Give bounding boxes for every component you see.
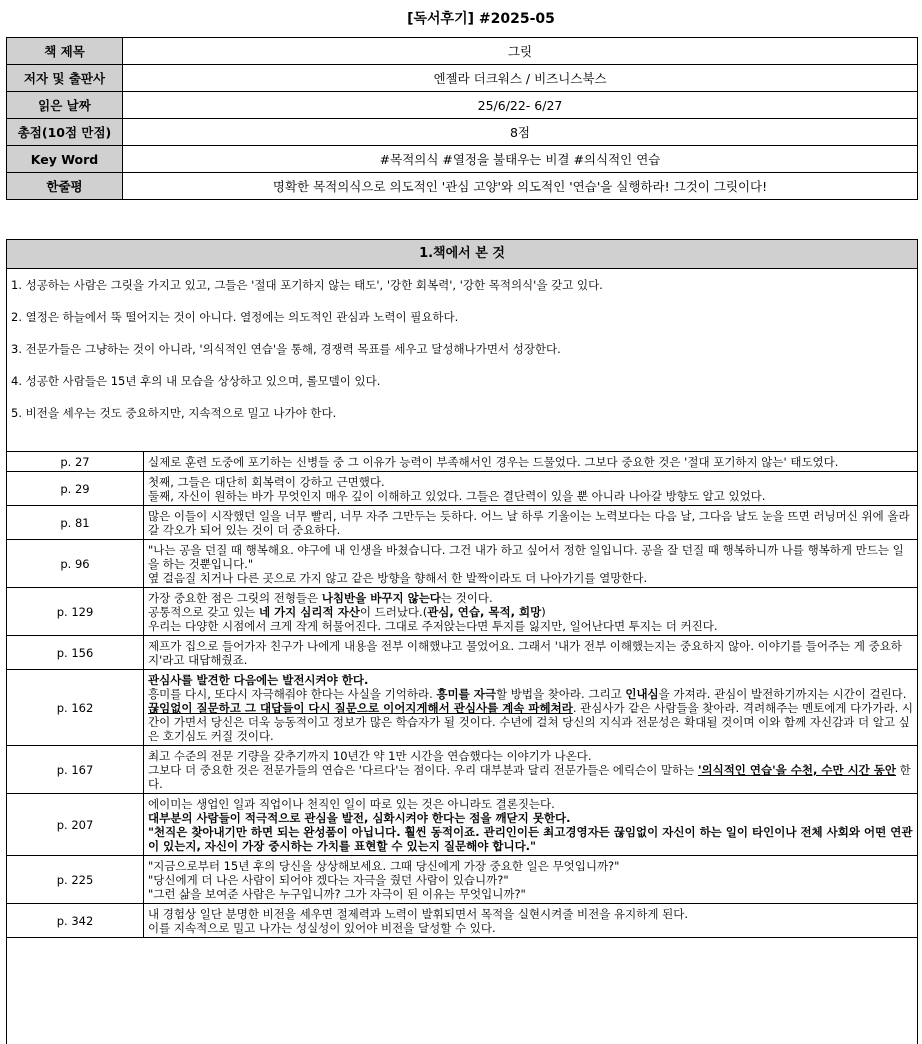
note-text-segment: "당신에게 더 나은 사람이 되어야 겠다는 자극을 줬던 사람이 있습니까?" — [148, 873, 509, 887]
note-text-segment: . 관심사가 같은 사람들을 찾아라. 격려해주는 멘토에게 다가가라. 시간이 가면서 당신은 더욱 능동적이고 정보가 많은 학습자가 될 것이다. 수년에 걸쳐 당신의 지식과 전문성은 확대될 것이며 이와 함께 자신감과 더 알고 싶은 호기심도 커질 것이다. — [148, 701, 914, 743]
meta-value-keywords: #목적의식 #열정을 불태우는 비결 #의식적인 연습 — [123, 146, 918, 173]
meta-value-score: 8점 — [123, 119, 918, 146]
note-quote — [144, 794, 918, 856]
note-quote — [144, 636, 918, 670]
note-line — [148, 687, 913, 743]
note-quote — [144, 540, 918, 588]
note-text-segment: ) — [541, 605, 546, 619]
note-row — [7, 856, 918, 904]
meta-row-score — [7, 119, 918, 146]
note-text-segment: 최고 수준의 전문 기량을 갖추기까지 10년간 약 1만 시간을 연습했다는 이야기가 나온다. — [148, 749, 592, 763]
book-info-table — [6, 37, 918, 200]
section-heading: 1.책에서 본 것 — [7, 240, 917, 269]
note-text-segment: 한다. — [148, 763, 911, 791]
note-page-number: p. 225 — [7, 856, 144, 904]
meta-value-book-title: 그릿 — [123, 38, 918, 65]
key-point: 5. 비전을 세우는 것도 중요하지만, 지속적으로 밀고 나가야 한다. — [11, 406, 337, 420]
note-quote — [144, 904, 918, 938]
note-text-segment: 는 것이다. — [440, 591, 493, 605]
note-line — [148, 455, 913, 469]
note-text-segment: 제프가 집으로 들어가자 친구가 나에게 내용을 전부 이해했냐고 물었어요. 그래서 '내가 전부 이해했는지는 중요하지 않아. 이야기를 들어주는 게 중요하지'라고 대답해줬죠. — [148, 639, 902, 667]
note-line — [148, 749, 913, 763]
note-text-segment: 할 방법을 찾아라. 그리고 — [495, 687, 626, 701]
note-row — [7, 452, 918, 472]
note-text-segment: 나침반을 바꾸지 않는다 — [321, 591, 441, 605]
note-text-segment: 흥미를 자극 — [436, 687, 496, 701]
note-line — [148, 907, 913, 921]
note-row — [7, 506, 918, 540]
note-quote — [144, 472, 918, 506]
note-text-segment: 옆 걸음질 치거나 다른 곳으로 가지 않고 같은 방향을 향해서 한 발짝이라도 더 나아가기를 열망한다. — [148, 571, 648, 585]
note-row — [7, 904, 918, 938]
note-row — [7, 472, 918, 506]
note-page-number: p. 167 — [7, 746, 144, 794]
note-line — [148, 619, 913, 633]
key-point: 1. 성공하는 사람은 그릿을 가지고 있고, 그들은 '절대 포기하지 않는 태도', '강한 회복력', '강한 목적의식'을 갖고 있다. — [11, 278, 603, 292]
note-line — [148, 509, 913, 537]
meta-value-read-date: 25/6/22- 6/27 — [123, 92, 918, 119]
note-text-segment: 이 드러났다.( — [359, 605, 428, 619]
note-quote — [144, 506, 918, 540]
meta-row-title — [7, 38, 918, 65]
note-line — [148, 873, 913, 887]
key-point: 4. 성공한 사람들은 15년 후의 내 모습을 상상하고 있으며, 롤모델이 있다. — [11, 374, 381, 388]
meta-label: 읽은 날짜 — [7, 92, 123, 119]
note-text-segment: 실제로 훈련 도중에 포기하는 신병들 중 그 이유가 능력이 부족해서인 경우는 드물었다. 그보다 중요한 것은 '절대 포기하지 않는' 태도였다. — [148, 455, 839, 469]
key-point: 2. 열정은 하늘에서 뚝 떨어지는 것이 아니다. 열정에는 의도적인 관심과 노력이 필요하다. — [11, 310, 459, 324]
note-quote — [144, 452, 918, 472]
note-line — [148, 797, 913, 811]
meta-label: 한줄평 — [7, 173, 123, 200]
note-row — [7, 636, 918, 670]
note-line — [148, 763, 913, 791]
note-line — [148, 887, 913, 901]
note-row — [7, 670, 918, 746]
note-line — [148, 811, 913, 825]
note-page-number: p. 162 — [7, 670, 144, 746]
note-page-number: p. 342 — [7, 904, 144, 938]
note-row — [7, 746, 918, 794]
quote-notes-table — [6, 451, 918, 938]
note-text-segment: 많은 이들이 시작했던 일을 너무 빨리, 너무 자주 그만두는 듯하다. 어느 날 하루 기울이는 노력보다는 다음 날, 그다음 날도 눈을 뜨면 러닝머신 위에 올라갈 각오가 되어 있는 것이 더 중요하다. — [148, 509, 910, 537]
key-point: 3. 전문가들은 그냥하는 것이 아니라, '의식적인 연습'을 통해, 경쟁력 목표를 세우고 달성해나가면서 성장한다. — [11, 342, 561, 356]
note-line — [148, 543, 913, 571]
note-text-segment: 흥미를 다시, 또다시 자극해줘야 한다는 사실을 기억하라. — [148, 687, 437, 701]
note-text-segment: 공통적으로 갖고 있는 — [148, 605, 259, 619]
note-text-segment: "그런 삶을 보여준 사람은 누구입니까? 그가 자극이 된 이유는 무엇입니까?" — [148, 887, 526, 901]
note-text-segment: 관심사를 발견한 다음에는 발전시켜야 한다. — [148, 673, 369, 687]
note-line — [148, 825, 913, 853]
note-text-segment: 첫째, 그들은 대단히 회복력이 강하고 근면했다. — [148, 475, 385, 489]
meta-label: 책 제목 — [7, 38, 123, 65]
note-quote — [144, 670, 918, 746]
note-quote — [144, 588, 918, 636]
note-row — [7, 540, 918, 588]
note-line — [148, 475, 913, 489]
note-text-segment: "천직은 찾아내기만 하면 되는 완성품이 아닙니다. 훨씬 동적이죠. 관리인이든 최고경영자든 끊임없이 자신이 하는 일이 타인이나 전체 사회와 어떤 연관이 있는지, 자신이 가장 중시하는 가치를 표현할 수 있는지 질문해야 합니다." — [148, 825, 913, 853]
note-text-segment: '의식적인 연습'을 수천, 수만 시간 동안 — [697, 763, 897, 777]
note-text-segment: 내 경험상 일단 분명한 비전을 세우면 절제력과 노력이 발휘되면서 목적을 실현시켜줄 비전을 유지하게 된다. — [148, 907, 688, 921]
meta-row-date — [7, 92, 918, 119]
note-line — [148, 591, 913, 605]
note-line — [148, 571, 913, 585]
note-row — [7, 588, 918, 636]
note-text-segment: 우리는 다양한 시점에서 크게 작게 허물어진다. 그대로 주저앉는다면 투지를 잃지만, 일어난다면 투지는 더 커진다. — [148, 619, 718, 633]
note-line — [148, 489, 913, 503]
note-line — [148, 921, 913, 935]
note-page-number: p. 81 — [7, 506, 144, 540]
note-line — [148, 605, 913, 619]
note-page-number: p. 29 — [7, 472, 144, 506]
meta-label: Key Word — [7, 146, 123, 173]
note-line — [148, 639, 913, 667]
note-line — [148, 673, 913, 687]
meta-label: 저자 및 출판사 — [7, 65, 123, 92]
note-page-number: p. 96 — [7, 540, 144, 588]
meta-value-one-line-review: 명확한 목적의식으로 의도적인 '관심 고양'와 의도적인 '연습'을 실행하라! 그것이 그릿이다! — [123, 173, 918, 200]
note-line — [148, 859, 913, 873]
note-row — [7, 794, 918, 856]
note-page-number: p. 207 — [7, 794, 144, 856]
note-page-number: p. 156 — [7, 636, 144, 670]
note-text-segment: 을 가져라. 관심이 발전하기까지는 시간이 걸린다. — [658, 687, 907, 701]
note-text-segment: 인내심 — [625, 687, 659, 701]
note-text-segment: 이를 지속적으로 밀고 나가는 성실성이 있어야 비전을 달성할 수 있다. — [148, 921, 496, 935]
note-text-segment: 관심, 연습, 목적, 희망 — [427, 605, 542, 619]
note-quote — [144, 856, 918, 904]
note-text-segment: 에이미는 생업인 일과 직업이나 천직인 일이 따로 있는 것은 아니라도 결론짓는다. — [148, 797, 555, 811]
note-text-segment: "지금으로부터 15년 후의 당신을 상상해보세요. 그때 당신에게 가장 중요한 일은 무엇입니까?" — [148, 859, 620, 873]
note-text-segment: 가장 중요한 점은 그릿의 전형들은 — [148, 591, 322, 605]
note-text-segment: 둘째, 자신이 원하는 바가 무엇인지 매우 깊이 이해하고 있었다. 그들은 결단력이 있을 뿐 아니라 나아갈 방향도 알고 있었다. — [148, 489, 766, 503]
note-text-segment: 그보다 더 중요한 것은 전문가들의 연습은 '다르다'는 점이다. 우리 대부분과 달리 전문가들은 에릭슨이 말하는 — [148, 763, 698, 777]
note-text-segment: 대부분의 사람들이 적극적으로 관심을 발전, 심화시켜야 한다는 점을 깨닫지 못한다. — [148, 811, 571, 825]
note-text-segment: "나는 공을 던질 때 행복해요. 야구에 내 인생을 바쳤습니다. 그건 내가 하고 싶어서 정한 일입니다. 공을 잘 던질 때 행복하니까 나를 행복하게 만드는 일을 하는 것뿐입니다." — [148, 543, 904, 571]
note-text-segment: 네 가지 심리적 자산 — [258, 605, 360, 619]
meta-row-summary — [7, 173, 918, 200]
note-quote — [144, 746, 918, 794]
meta-value-author-publisher: 엔젤라 더크워스 / 비즈니스북스 — [123, 65, 918, 92]
meta-row-keyword — [7, 146, 918, 173]
document-title: [독서후기] #2025-05 — [407, 11, 555, 27]
note-page-number: p. 27 — [7, 452, 144, 472]
meta-label: 총점(10점 만점) — [7, 119, 123, 146]
meta-row-author — [7, 65, 918, 92]
note-page-number: p. 129 — [7, 588, 144, 636]
note-text-segment: 끊임없이 질문하고 그 대답들이 다시 질문으로 이어지게해서 관심사를 계속 파헤쳐라 — [148, 701, 573, 715]
